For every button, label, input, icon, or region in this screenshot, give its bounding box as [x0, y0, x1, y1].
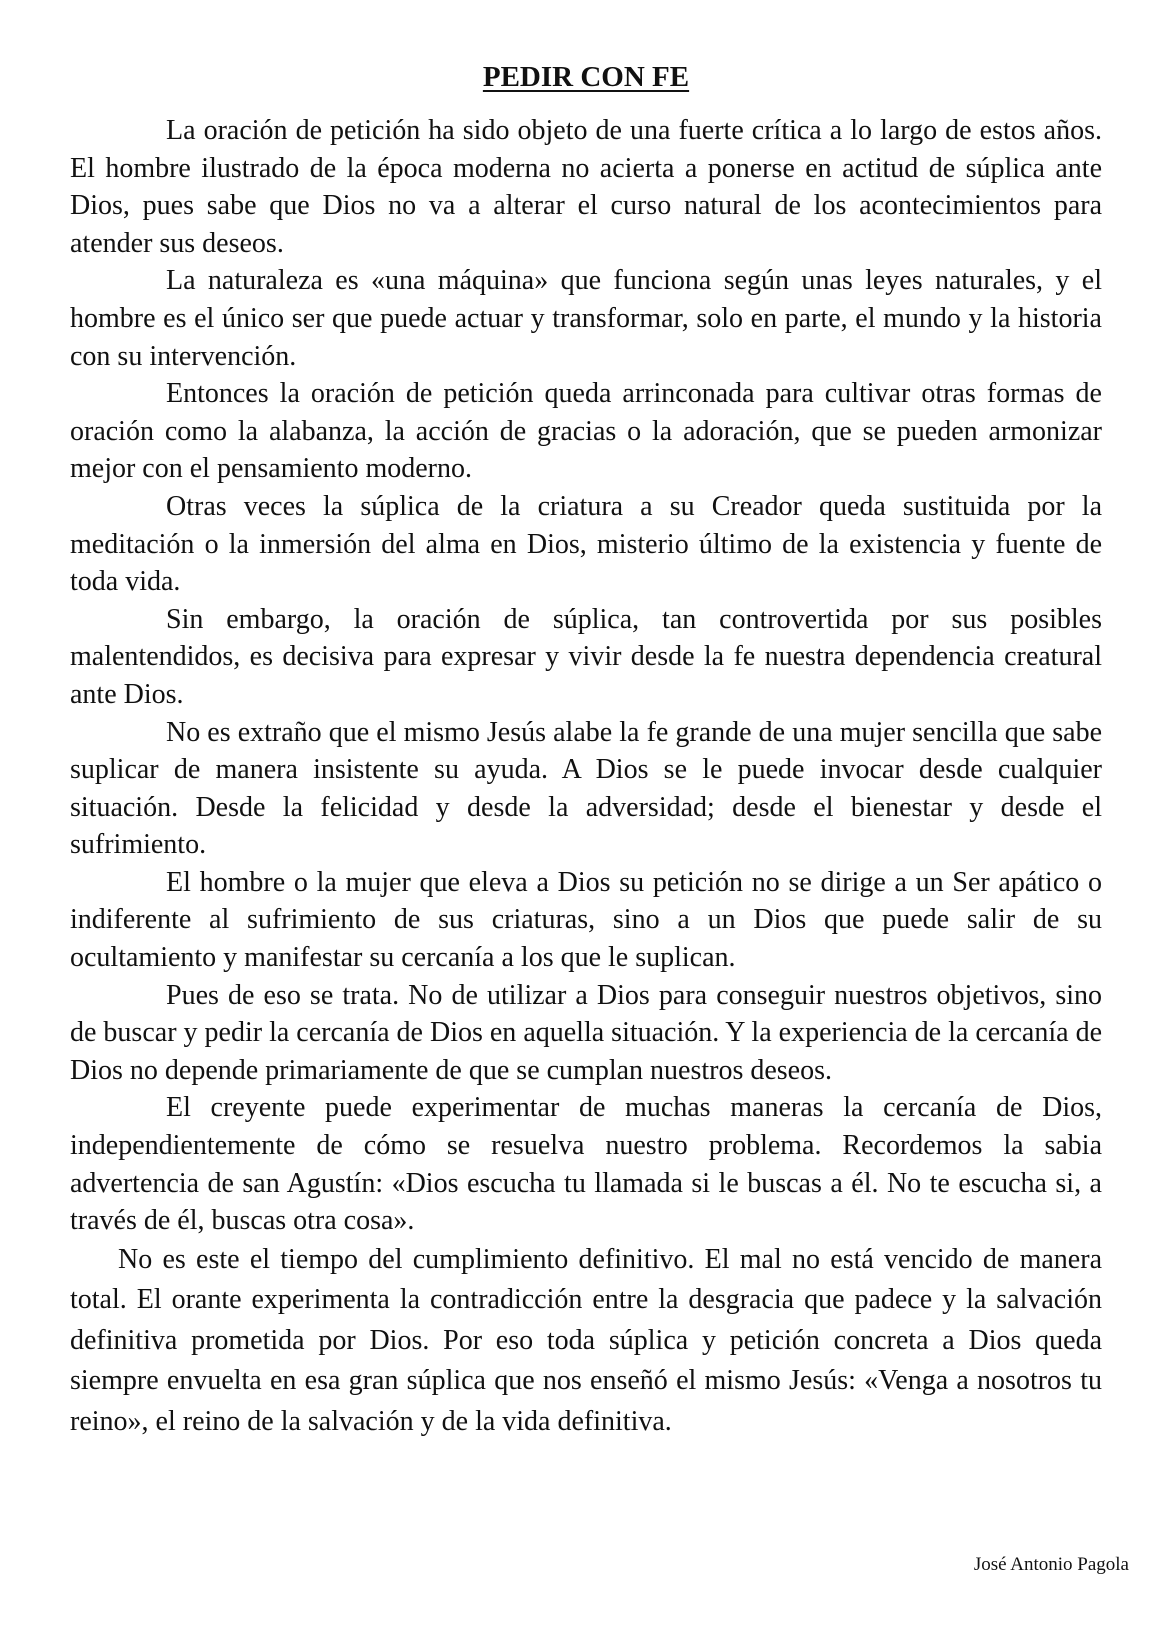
author-signature: José Antonio Pagola: [973, 1554, 1129, 1575]
paragraph: La oración de petición ha sido objeto de una fuerte crítica a lo largo de estos años. El hombre ilustrado de la época moderna no acierta a ponerse en actitud de súplica ante Dios, pues sabe que Dios no va a alterar el curso natural de los acontecimientos para atender sus deseos.: [70, 115, 1102, 259]
paragraph: Pues de eso se trata. No de utilizar a Dios para conseguir nuestros objetivos, sino de buscar y pedir la cercanía de Dios en aquella situación. Y la experiencia de la cercanía de Dios no depende primariamente de que se cumplan nuestros deseos.: [70, 979, 1102, 1086]
paragraph: Sin embargo, la oración de súplica, tan controvertida por sus posibles malentendidos, es decisiva para expresar y vivir desde la fe nuestra dependencia creatural ante Dios.: [70, 603, 1102, 710]
paragraph: Otras veces la súplica de la criatura a su Creador queda sustituida por la meditación o la inmersión del alma en Dios, misterio último de la existencia y fuente de toda vida.: [70, 490, 1102, 598]
paragraph: El creyente puede experimentar de muchas maneras la cercanía de Dios, independientemente de cómo se resuelva nuestro problema. Recordemos la sabia advertencia de san Agustín: «Dios escucha tu llamada si le buscas a él. No te escucha si, a través de él, buscas otra cosa».: [70, 1092, 1102, 1237]
document-title: PEDIR CON FE: [482, 61, 690, 93]
paragraph: La naturaleza es «una máquina» que funciona según unas leyes naturales, y el hombre es el único ser que puede actuar y transformar, solo en parte, el mundo y la historia con su intervención.: [70, 265, 1102, 372]
document-page: [70, 58, 1102, 1442]
paragraph: El hombre o la mujer que eleva a Dios su petición no se dirige a un Ser apático o indiferente al sufrimiento de sus criaturas, sino a un Dios que puede salir de su ocultamiento y manifestar su cercanía a los que le suplican.: [70, 866, 1102, 974]
final-paragraph: No es este el tiempo del cumplimiento definitivo. El mal no está vencido de manera total. El orante experimenta la contradicción entre la desgracia que padece y la salvación definitiva prometida por Dios. Por eso toda súplica y petición concreta a Dios queda siempre envuelta en esa gran súplica que nos enseñó el mismo Jesús: «Venga a nosotros tu reino», el reino de la salvación y de la vida definitiva.: [70, 1243, 1102, 1437]
paragraph: No es extraño que el mismo Jesús alabe la fe grande de una mujer sencilla que sabe suplicar de manera insistente su ayuda. A Dios se le puede invocar desde cualquier situación. Desde la felicidad y desde la adversidad; desde el bienestar y desde el sufrimiento.: [70, 716, 1102, 861]
paragraph: Entonces la oración de petición queda arrinconada para cultivar otras formas de oración como la alabanza, la acción de gracias o la adoración, que se pueden armonizar mejor con el pensamiento moderno.: [70, 378, 1102, 485]
